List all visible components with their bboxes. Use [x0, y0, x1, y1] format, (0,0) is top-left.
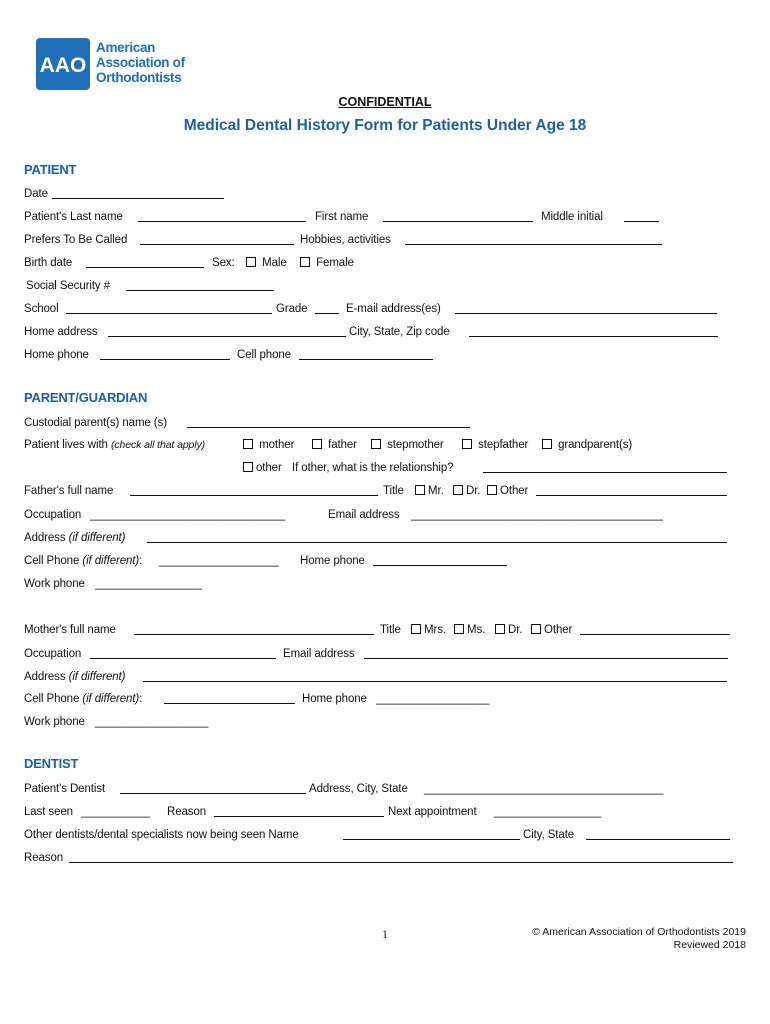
- copyright-text: © American Association of Orthodontists 2019: [532, 926, 746, 938]
- father-dr-checkbox[interactable]: [453, 485, 463, 495]
- mother-cell-text: Cell Phone: [24, 693, 80, 705]
- org-line-2: Association of: [96, 55, 185, 70]
- father-title-mr[interactable]: [415, 484, 444, 498]
- last-name-label: Patient's Last name: [24, 211, 123, 223]
- stepfather-checkbox[interactable]: [462, 439, 472, 449]
- org-line-1: American: [96, 40, 156, 55]
- home-address-field[interactable]: [108, 336, 346, 337]
- lives-with-other[interactable]: [243, 461, 282, 475]
- last-seen-label: Last seen: [24, 806, 73, 818]
- patients-dentist-field[interactable]: [120, 793, 306, 794]
- aao-logo-mark: [36, 38, 90, 90]
- mother-other-label: Other: [544, 624, 573, 636]
- home-address-label: Home address: [24, 326, 98, 338]
- father-occupation-label: Occupation: [24, 509, 82, 521]
- lives-with-grandparent[interactable]: [542, 438, 632, 452]
- father-home-phone-label: Home phone: [300, 555, 365, 567]
- lives-with-text: Patient lives with: [24, 439, 108, 451]
- mother-work-phone-label: Work phone: [24, 716, 85, 728]
- last-seen-field[interactable]: ___________: [81, 806, 151, 818]
- father-cell-colon: :: [139, 555, 143, 567]
- grade-label: Grade: [276, 303, 308, 315]
- mr-checkbox[interactable]: [415, 485, 425, 495]
- section-patient: PATIENT: [24, 162, 77, 177]
- cell-phone-field[interactable]: [299, 359, 433, 360]
- sex-label: Sex:: [212, 257, 235, 269]
- mother-title-dr[interactable]: [495, 623, 522, 637]
- next-appointment-field[interactable]: _________________: [494, 806, 602, 818]
- father-address-field[interactable]: [147, 542, 727, 543]
- mother-dr-label: Dr.: [508, 624, 523, 636]
- section-parent-guardian: PARENT/GUARDIAN: [24, 390, 148, 405]
- dentist-address-field[interactable]: ______________________________________: [424, 783, 664, 795]
- father-cell-label: [24, 554, 142, 568]
- mother-address-field[interactable]: [143, 681, 727, 682]
- mother-home-phone-label: Home phone: [302, 693, 367, 705]
- ssn-label: Social Security #: [26, 280, 110, 292]
- other-checkbox[interactable]: [243, 462, 253, 472]
- male-label: Male: [262, 257, 287, 269]
- father-home-phone-field[interactable]: [373, 565, 507, 566]
- first-name-field[interactable]: [383, 221, 533, 222]
- date-label: Date: [24, 188, 48, 200]
- other-dentists-name-field[interactable]: [343, 839, 520, 840]
- reviewed-text: Reviewed 2018: [673, 939, 746, 951]
- fathers-name-field[interactable]: [130, 495, 378, 496]
- mothers-name-label: Mother's full name: [24, 624, 116, 636]
- cell-phone-label: Cell phone: [237, 349, 291, 361]
- father-title-dr[interactable]: [453, 484, 480, 498]
- mother-title-label: Title: [380, 624, 401, 636]
- father-email-label: Email address: [328, 509, 400, 521]
- visit-reason-field[interactable]: [214, 816, 384, 817]
- email-field[interactable]: [455, 313, 717, 314]
- father-title-other[interactable]: [487, 484, 528, 498]
- mothers-name-field[interactable]: [134, 634, 374, 635]
- father-checkbox[interactable]: [312, 439, 322, 449]
- sex-male-option[interactable]: [246, 256, 287, 270]
- org-line-3: Orthodontists: [96, 70, 182, 85]
- mother-title-mrs[interactable]: [411, 623, 446, 637]
- city-state-zip-label: City, State, Zip code: [349, 326, 450, 338]
- father-title-label: Title: [383, 485, 404, 497]
- mother-other-checkbox[interactable]: [531, 624, 541, 634]
- sex-female-option[interactable]: [300, 256, 354, 270]
- father-address-text: Address: [24, 532, 66, 544]
- email-label: E-mail address(es): [346, 303, 441, 315]
- mrs-label: Mrs.: [424, 624, 446, 636]
- city-state-zip-field[interactable]: [469, 336, 718, 337]
- patients-dentist-label: Patient's Dentist: [24, 783, 106, 795]
- mother-email-field[interactable]: [364, 658, 728, 659]
- mother-work-phone-field[interactable]: __________________: [95, 716, 209, 728]
- mother-cell-field[interactable]: [164, 703, 295, 704]
- page-number: 1: [382, 927, 388, 941]
- father-label: father: [328, 439, 357, 451]
- female-checkbox[interactable]: [300, 257, 310, 267]
- mother-address-text: Address: [24, 671, 66, 683]
- ssn-field[interactable]: [126, 290, 274, 291]
- father-address-label: [24, 531, 125, 545]
- relationship-label: If other, what is the relationship?: [292, 462, 454, 474]
- home-phone-label: Home phone: [24, 349, 89, 361]
- visit-reason-label: Reason: [167, 806, 207, 818]
- mother-title-other[interactable]: [531, 623, 572, 637]
- lives-with-stepmother[interactable]: [371, 438, 444, 452]
- middle-initial-label: Middle initial: [541, 211, 603, 223]
- lives-with-stepfather[interactable]: [462, 438, 528, 452]
- ms-label: Ms.: [467, 624, 486, 636]
- mother-cell-colon: :: [139, 693, 143, 705]
- lives-with-mother[interactable]: [243, 438, 294, 452]
- mother-other-field[interactable]: [580, 634, 730, 635]
- custodial-field[interactable]: [187, 427, 470, 428]
- org-name: [96, 40, 185, 85]
- other-dentists-city-field[interactable]: [586, 839, 730, 840]
- other-label: other: [256, 462, 282, 474]
- other-reason-field[interactable]: [69, 862, 733, 863]
- stepmother-label: stepmother: [387, 439, 444, 451]
- father-occupation-field[interactable]: _______________________________: [90, 509, 286, 521]
- birth-date-field[interactable]: [86, 267, 204, 268]
- other-dentists-city-label: City, State: [523, 829, 575, 841]
- prefers-field[interactable]: [140, 244, 294, 245]
- first-name-label: First name: [315, 211, 369, 223]
- father-cell-text: Cell Phone: [24, 555, 80, 567]
- grandparent-label: grandparent(s): [558, 439, 633, 451]
- grandparent-checkbox[interactable]: [542, 439, 552, 449]
- other-dentists-label: Other dentists/dental specialists now being seen Name: [24, 829, 299, 841]
- custodial-label: Custodial parent(s) name (s): [24, 417, 167, 429]
- mother-occupation-label: Occupation: [24, 648, 82, 660]
- father-work-phone-field[interactable]: _________________: [95, 578, 203, 590]
- school-label: School: [24, 303, 59, 315]
- relationship-field[interactable]: [483, 472, 727, 473]
- form-title: Medical Dental History Form for Patients Under Age 18: [183, 117, 587, 134]
- mother-home-phone-field[interactable]: __________________: [376, 693, 490, 705]
- hobbies-label: Hobbies, activities: [300, 234, 391, 246]
- lives-with-label: [24, 438, 205, 452]
- hobbies-field[interactable]: [405, 244, 662, 245]
- birth-date-label: Birth date: [24, 257, 73, 269]
- prefers-label: Prefers To Be Called: [24, 234, 128, 246]
- check-all-note: (check all that apply): [110, 439, 206, 451]
- mrs-checkbox[interactable]: [411, 624, 421, 634]
- mother-checkbox[interactable]: [243, 439, 253, 449]
- mother-label: mother: [259, 439, 295, 451]
- fathers-name-label: Father's full name: [24, 485, 114, 497]
- father-work-phone-label: Work phone: [24, 578, 85, 590]
- other-reason-label: Reason: [24, 852, 64, 864]
- father-other-checkbox[interactable]: [487, 485, 497, 495]
- mother-address-label: [24, 670, 125, 684]
- mr-label: Mr.: [428, 485, 444, 497]
- mother-cell-note: (if different): [82, 693, 140, 705]
- father-dr-label: Dr.: [466, 485, 481, 497]
- mother-address-note: (if different): [68, 671, 126, 683]
- mother-occupation-field[interactable]: [90, 658, 276, 659]
- stepfather-label: stepfather: [478, 439, 529, 451]
- middle-initial-field[interactable]: [624, 221, 659, 222]
- lives-with-father[interactable]: [312, 438, 357, 452]
- last-name-field[interactable]: [138, 221, 306, 222]
- father-cell-note: (if different): [82, 555, 140, 567]
- female-label: Female: [316, 257, 354, 269]
- stepmother-checkbox[interactable]: [371, 439, 381, 449]
- ms-checkbox[interactable]: [454, 624, 464, 634]
- mother-cell-label: [24, 692, 142, 706]
- male-checkbox[interactable]: [246, 257, 256, 267]
- home-phone-field[interactable]: [100, 359, 230, 360]
- school-field[interactable]: [66, 313, 272, 314]
- dentist-address-label: Address, City, State: [309, 783, 408, 795]
- father-other-field[interactable]: [536, 495, 727, 496]
- grade-field[interactable]: [315, 313, 339, 314]
- father-cell-field[interactable]: ___________________: [159, 555, 279, 567]
- mother-email-label: Email address: [283, 648, 355, 660]
- father-email-field[interactable]: ________________________________________: [411, 509, 663, 521]
- section-dentist: DENTIST: [24, 756, 79, 771]
- father-other-label: Other: [500, 485, 529, 497]
- date-field[interactable]: [52, 198, 224, 199]
- logo-letters: AAO: [39, 54, 87, 77]
- next-appointment-label: Next appointment: [388, 806, 477, 818]
- aao-logo-icon: [36, 38, 90, 90]
- footer-credits: [532, 926, 746, 952]
- confidential-label: CONFIDENTIAL: [338, 95, 432, 109]
- father-address-note: (if different): [68, 532, 126, 544]
- mother-title-ms[interactable]: [454, 623, 485, 637]
- mother-dr-checkbox[interactable]: [495, 624, 505, 634]
